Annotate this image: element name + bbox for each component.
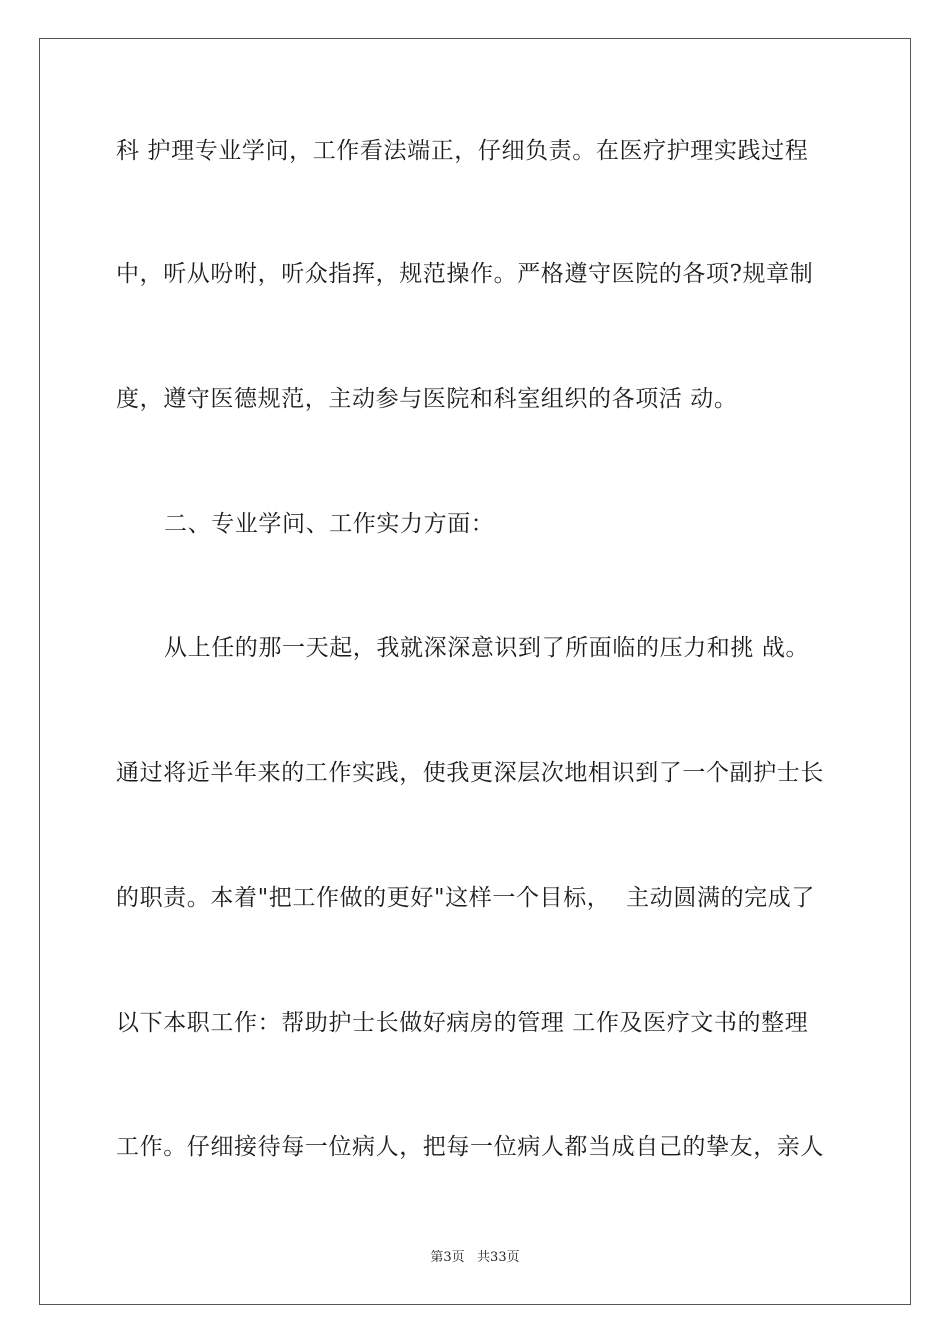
- body-line-2: 中，听从吩咐，听众指挥，规范操作。严格遵守医院的各项?规章制: [116, 261, 814, 287]
- body-line-1: 科 护理专业学问，工作看法端正，仔细负责。在医疗护理实践过程: [116, 138, 809, 164]
- page-frame: [39, 38, 911, 1305]
- body-line-8: 以下本职工作：帮助护士长做好病房的管理 工作及医疗文书的整理: [116, 1010, 809, 1036]
- section-heading: 二、专业学问、工作实力方面：: [164, 511, 495, 537]
- body-line-7: 的职责。本着"把工作做的更好"这样一个目标， 主动圆满的完成了: [116, 885, 815, 911]
- body-line-3: 度，遵守医德规范，主动参与医院和科室组织的各项活 动。: [116, 386, 738, 412]
- body-line-5: 从上任的那一天起，我就深深意识到了所面临的压力和挑 战。: [164, 635, 810, 661]
- page-number-footer: 第3页 共33页: [430, 1250, 520, 1265]
- body-line-9: 工作。仔细接待每一位病人，把每一位病人都当成自己的挚友，亲人: [116, 1134, 824, 1160]
- body-line-6: 通过将近半年来的工作实践，使我更深层次地相识到了一个副护士长: [116, 760, 824, 786]
